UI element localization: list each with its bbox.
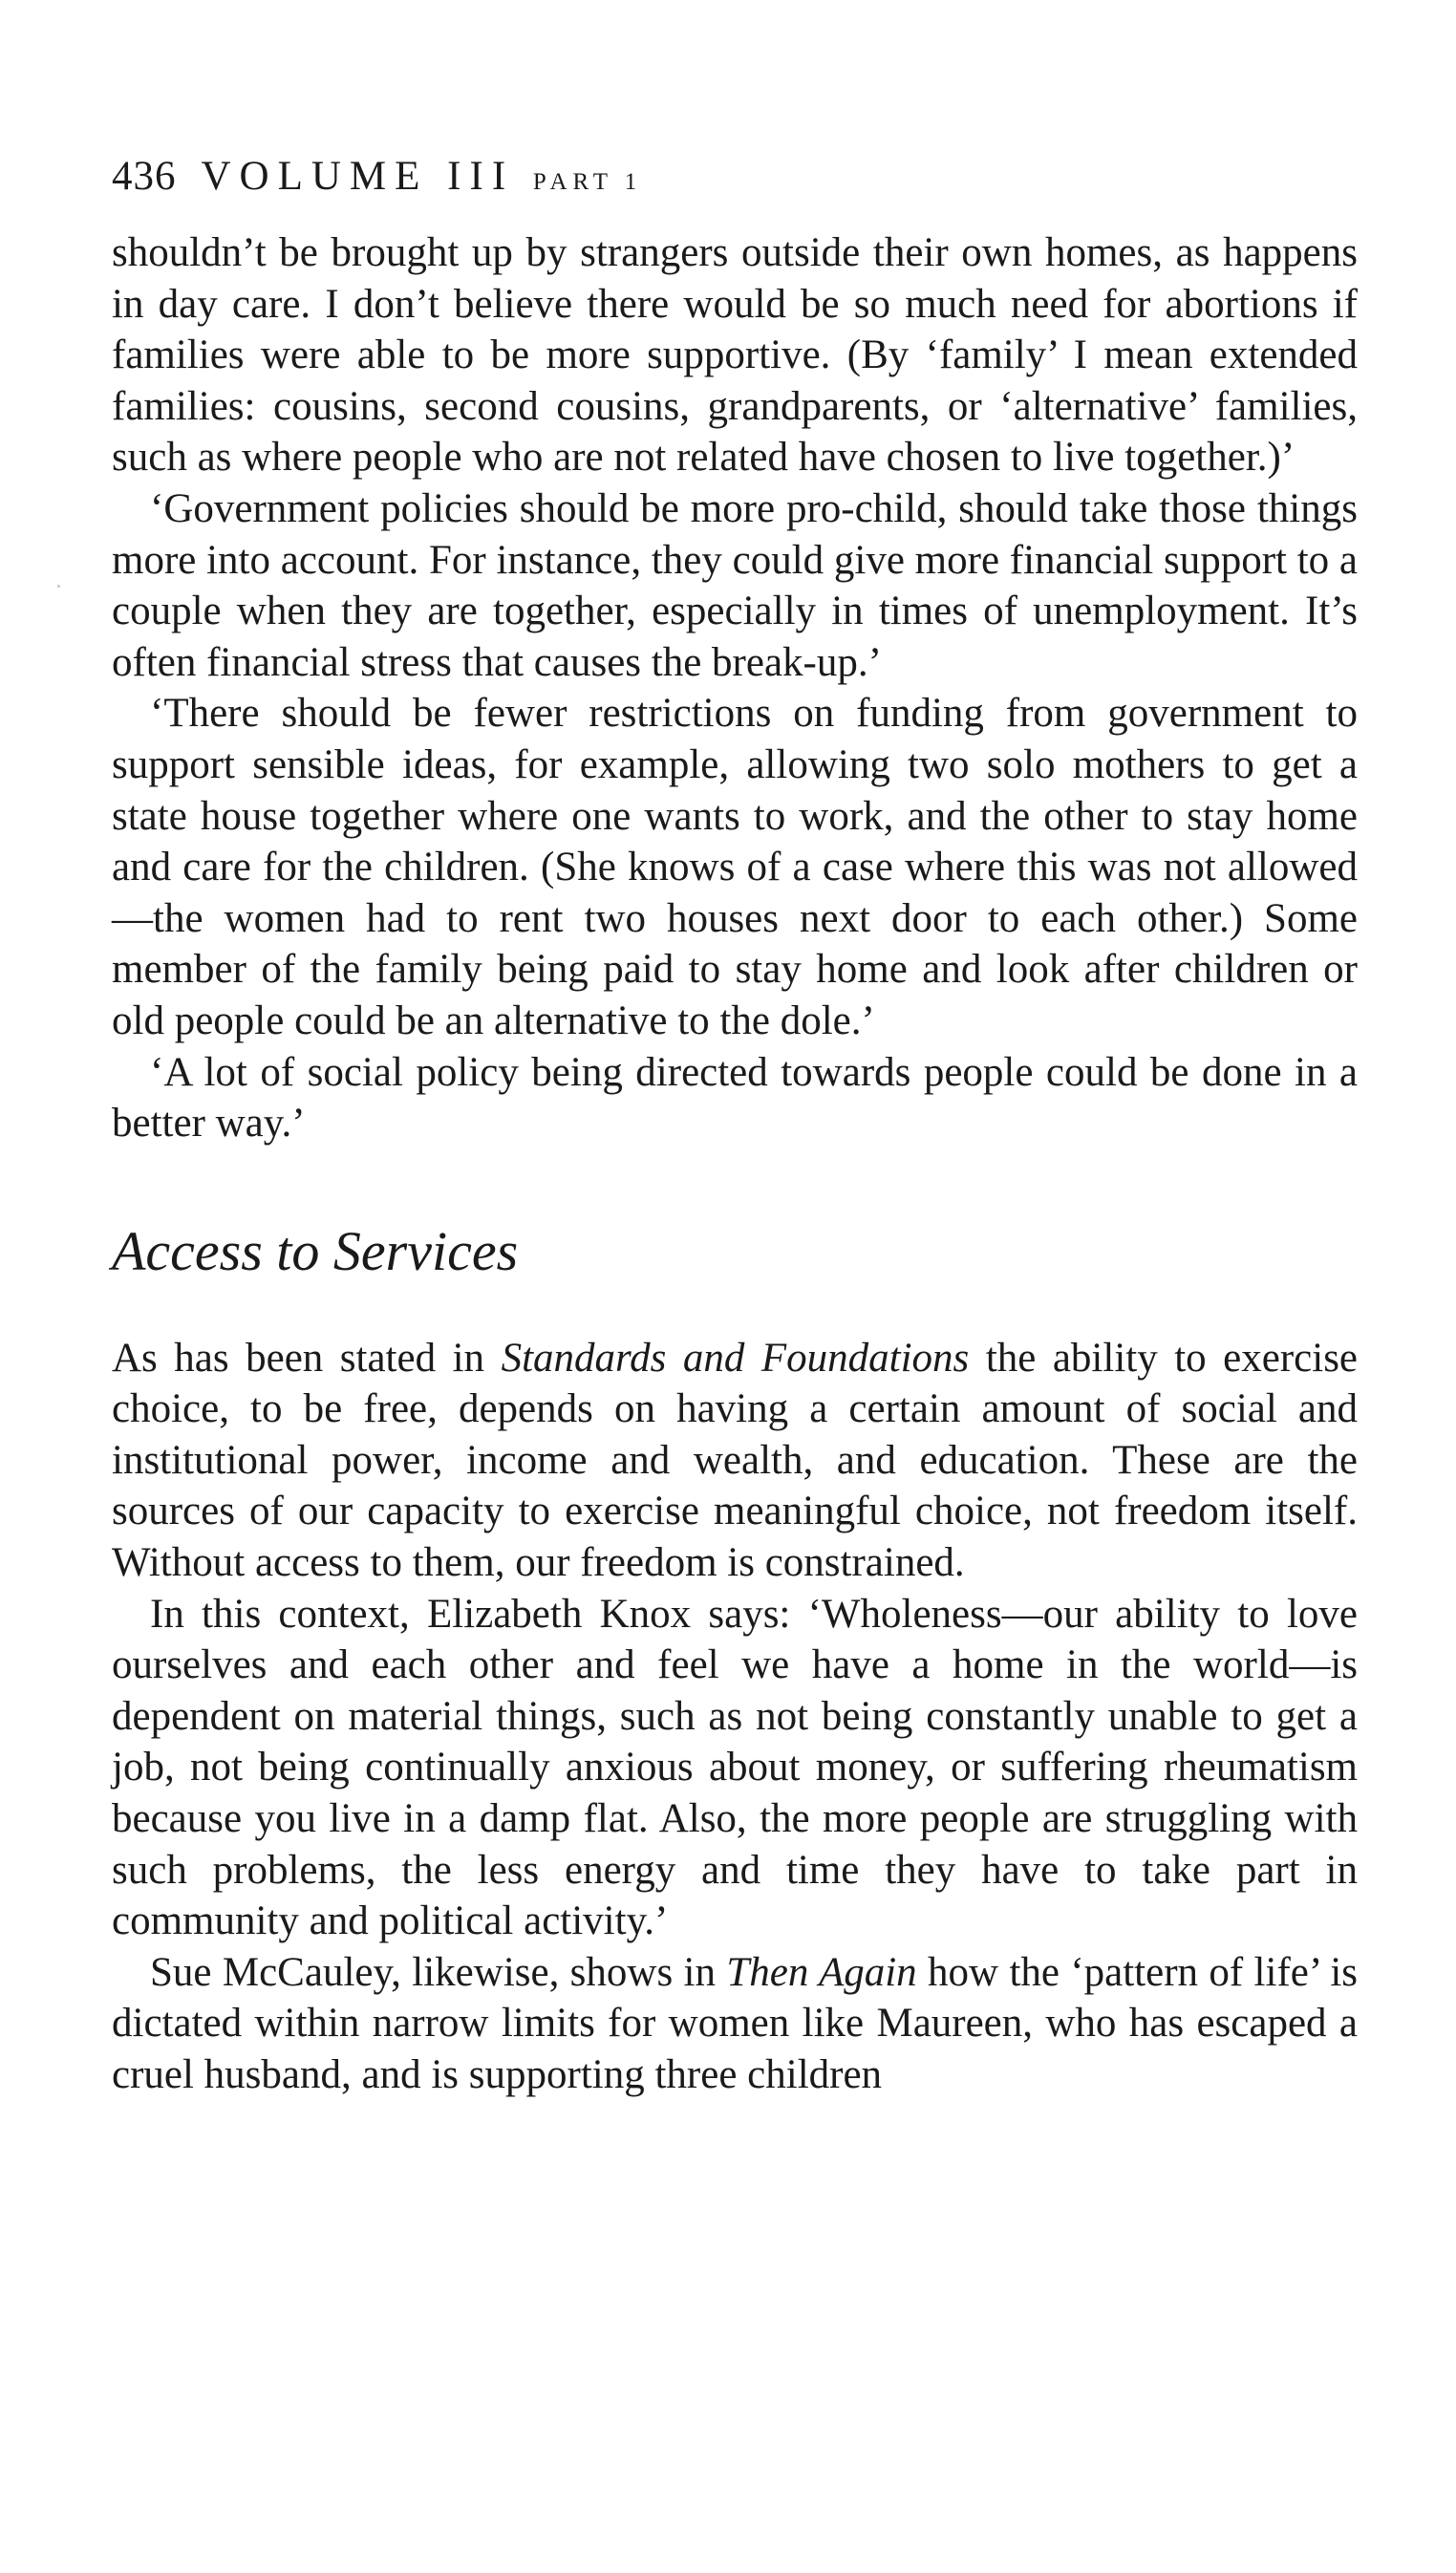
section-heading: Access to Services <box>112 1219 519 1282</box>
paragraph-knox-quote: In this context, Elizabeth Knox says: ‘Wholeness—our ability to love ourselves and each other and feel we have a home in the world—is dependent on material things, such as not being constantly unable to get a job, not being continually anxious about money, or suffering rheumatism because you live in a damp flat. Also, the more people are struggling with such problems, the less energy and time they have to take part in community and political activity.’ <box>112 1591 1358 1944</box>
paragraph-funding-restrictions: ‘There should be fewer restrictions on funding from government to support sensible ideas, for example, allowing two solo mothers to get a state house together where one wants to work, and the other to stay home and care for the children. (She knows of a case where this was not allowed—the women had to rent two houses next door to each other.) Some member of the family being paid to stay home and look after children or old people could be an alternative to the dole.’ <box>112 691 1358 1043</box>
part-label: PART 1 <box>532 169 643 195</box>
text-run: As has been stated in <box>112 1335 485 1381</box>
volume-label: VOLUME III <box>201 154 515 199</box>
text-run: Sue McCauley, likewise, shows in <box>150 1949 717 1995</box>
text-run: the ability to exercise choice, to be free, depends on having a certain amount of social and institutional power, income and wealth, and education. These are the sources of our capacity to exercise meaningful choice, not freedom itself. Without access to them, our freedom is constrained. <box>112 1335 1359 1586</box>
margin-speck <box>57 585 60 588</box>
running-head <box>112 153 1358 206</box>
page-number: 436 <box>112 154 177 199</box>
paragraph-access-intro <box>112 1333 1358 1589</box>
book-page <box>112 153 1358 2101</box>
book-title-standards: Standards and Foundations <box>501 1335 970 1381</box>
paragraph-government-policies: ‘Government policies should be more pro-child, should take those things more into account. For instance, they could give more financial support to a couple when they are together, especially in times of unemployment. It’s often financial stress that causes the break-up.’ <box>112 485 1358 685</box>
paragraph-continued: shouldn’t be brought up by strangers outside their own homes, as happens in day care. I don’t believe there would be so much need for abortions if families were able to be more supportive. (By ‘family’ I mean extended families: cousins, second cousins, grandparents, or ‘alternative’ families, such as where people who are not related have chosen to live together.)’ <box>112 230 1358 481</box>
text-run: how the ‘pattern of life’ is dictated within narrow limits for women like Maureen, who has escaped a cruel husband, and is supporting three children <box>112 1949 1359 2097</box>
book-title-then-again: Then Again <box>726 1949 917 1995</box>
paragraph-social-policy: ‘A lot of social policy being directed towards people could be done in a better way.’ <box>112 1049 1358 1147</box>
paragraph-mccauley <box>112 1947 1358 2101</box>
